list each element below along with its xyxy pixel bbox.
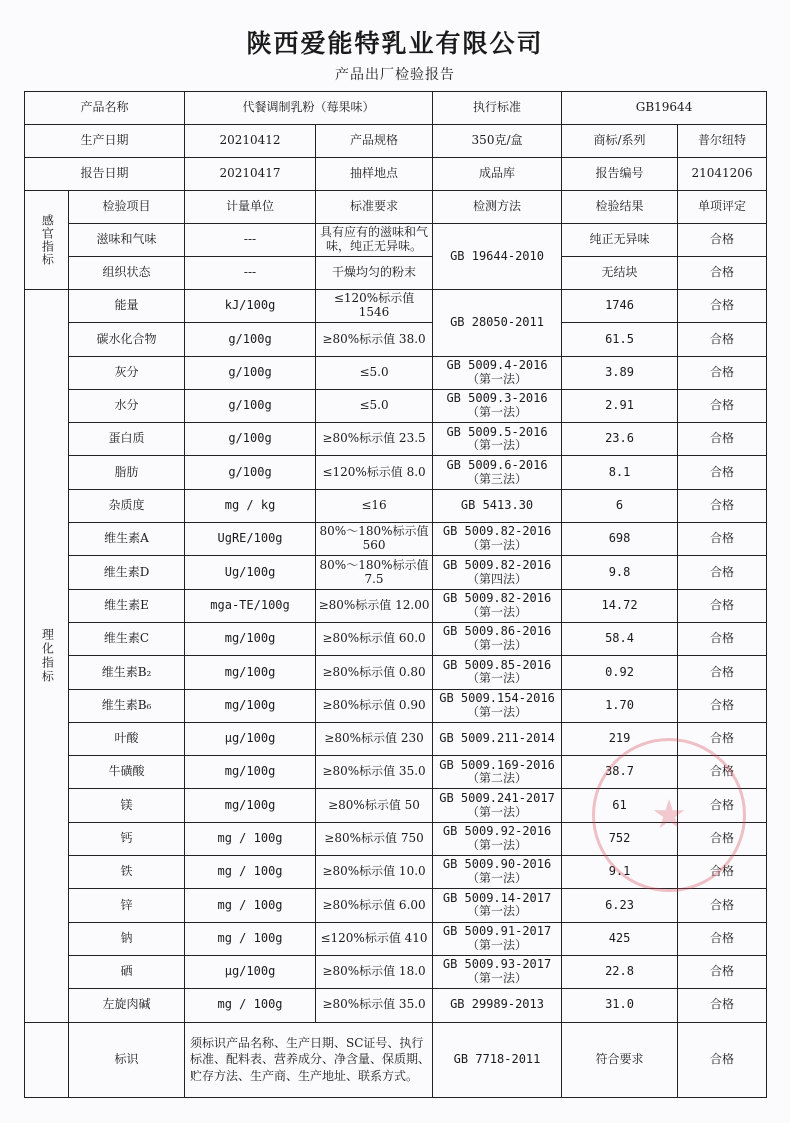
item-cell: 脂肪 [69,456,185,489]
labeling-item: 标识 [69,1022,185,1097]
item-cell: 维生素B₆ [69,689,185,722]
unit-cell: mg / 100g [185,989,316,1022]
item-cell: 叶酸 [69,722,185,755]
method-cell: GB 5009.14-2017 （第一法） [433,889,562,922]
item-cell: 能量 [69,290,185,323]
sampling-label: 抽样地点 [316,158,433,191]
item-cell: 钙 [69,822,185,855]
method-cell: GB 5009.241-2017 （第一法） [433,789,562,822]
method-cell: GB 5009.91-2017 （第一法） [433,922,562,955]
item-cell: 镁 [69,789,185,822]
result-cell: 425 [562,922,678,955]
spec-value: 350克/盒 [433,125,562,158]
requirement-cell: ≤120%标示值 8.0 [316,456,433,489]
info-row-product [25,92,767,125]
verdict-cell: 合格 [678,356,767,389]
report-date-label: 报告日期 [25,158,185,191]
unit-cell: mg/100g [185,622,316,655]
verdict-cell: 合格 [678,889,767,922]
brand-label: 商标/系列 [562,125,678,158]
unit-cell: g/100g [185,423,316,456]
verdict-cell: 合格 [678,955,767,988]
result-cell: 1.70 [562,689,678,722]
brand-value: 普尔纽特 [678,125,767,158]
standard-value: GB19644 [562,92,767,125]
verdict-cell: 合格 [678,722,767,755]
verdict-cell: 合格 [678,922,767,955]
table-row [25,789,767,822]
col-method-header: 检测方法 [433,191,562,224]
verdict-cell: 合格 [678,389,767,422]
inspection-report-table [24,91,767,1098]
table-row [25,756,767,789]
sampling-value: 成品库 [433,158,562,191]
requirement-cell: ≥80%标示值 12.00 [316,589,433,622]
requirement-cell: ≥80%标示值 60.0 [316,622,433,655]
method-cell: GB 5009.4-2016 （第一法） [433,356,562,389]
item-cell: 左旋肉碱 [69,989,185,1022]
table-row [25,822,767,855]
table-row [25,689,767,722]
item-cell: 牛磺酸 [69,756,185,789]
unit-cell: --- [185,257,316,290]
report-date-value: 20210417 [185,158,316,191]
verdict-cell: 合格 [678,456,767,489]
method-cell: GB 5009.154-2016 （第一法） [433,689,562,722]
verdict-cell: 合格 [678,523,767,556]
production-date-label: 生产日期 [25,125,185,158]
result-cell: 23.6 [562,423,678,456]
labeling-verdict: 合格 [678,1022,767,1097]
verdict-cell: 合格 [678,423,767,456]
result-cell: 14.72 [562,589,678,622]
unit-cell: mga-TE/100g [185,589,316,622]
unit-cell: g/100g [185,456,316,489]
requirement-cell: ≥80%标示值 38.0 [316,323,433,356]
unit-cell: mg / kg [185,489,316,522]
column-header-row [25,191,767,224]
labeling-method: GB 7718-2011 [433,1022,562,1097]
product-name-label: 产品名称 [25,92,185,125]
item-cell: 杂质度 [69,489,185,522]
table-row [25,656,767,689]
requirement-cell: ≤5.0 [316,356,433,389]
report-no-label: 报告编号 [562,158,678,191]
requirement-cell: ≥80%标示值 35.0 [316,989,433,1022]
result-cell: 752 [562,822,678,855]
method-cell: GB 28050-2011 [433,290,562,357]
item-cell: 钠 [69,922,185,955]
col-unit-header: 计量单位 [185,191,316,224]
requirement-cell: ≥80%标示值 0.80 [316,656,433,689]
method-cell: GB 5009.3-2016 （第一法） [433,389,562,422]
method-cell: GB 5009.211-2014 [433,722,562,755]
item-cell: 维生素D [69,556,185,589]
unit-cell: g/100g [185,323,316,356]
result-cell: 8.1 [562,456,678,489]
item-cell: 硒 [69,955,185,988]
table-row [25,622,767,655]
report-title: 产品出厂检验报告 [335,67,455,83]
table-row [25,989,767,1022]
table-row [25,456,767,489]
table-row [25,589,767,622]
production-date-value: 20210412 [185,125,316,158]
unit-cell: g/100g [185,356,316,389]
unit-cell: mg / 100g [185,922,316,955]
col-verdict-header: 单项评定 [678,191,767,224]
result-cell: 22.8 [562,955,678,988]
result-cell: 9.8 [562,556,678,589]
table-row [25,889,767,922]
verdict-cell: 合格 [678,989,767,1022]
unit-cell: mg / 100g [185,822,316,855]
result-cell: 0.92 [562,656,678,689]
table-row [25,257,767,290]
method-cell: GB 5009.5-2016 （第一法） [433,423,562,456]
method-cell: GB 5009.92-2016 （第一法） [433,822,562,855]
table-row [25,423,767,456]
unit-cell: mg/100g [185,656,316,689]
result-cell: 6.23 [562,889,678,922]
requirement-cell: ≤16 [316,489,433,522]
verdict-cell: 合格 [678,489,767,522]
company-name: 陕西爱能特乳业有限公司 [246,29,544,58]
verdict-cell: 合格 [678,589,767,622]
requirement-cell: ≥80%标示值 18.0 [316,955,433,988]
labeling-requirement: 须标识产品名称、生产日期、SC证号、执行标准、配料表、营养成分、净含量、保质期、贮存方法、生产商、生产地址、联系方式。 [185,1022,433,1097]
unit-cell: Ug/100g [185,556,316,589]
method-cell: GB 19644-2010 [433,224,562,290]
result-cell: 61 [562,789,678,822]
table-row [25,489,767,522]
verdict-cell: 合格 [678,290,767,323]
result-cell: 38.7 [562,756,678,789]
table-row [25,922,767,955]
labeling-row [25,1022,767,1097]
requirement-cell: 具有应有的滋味和气味，纯正无异味。 [316,224,433,257]
result-cell: 9.1 [562,856,678,889]
unit-cell: mg / 100g [185,856,316,889]
col-requirement-header: 标准要求 [316,191,433,224]
verdict-cell: 合格 [678,323,767,356]
unit-cell: mg/100g [185,689,316,722]
item-cell: 灰分 [69,356,185,389]
result-cell: 3.89 [562,356,678,389]
product-name-value: 代餐调制乳粉（莓果味） [185,92,433,125]
result-cell: 61.5 [562,323,678,356]
method-cell: GB 5009.86-2016 （第一法） [433,622,562,655]
table-row [25,389,767,422]
item-cell: 水分 [69,389,185,422]
verdict-cell: 合格 [678,257,767,290]
result-cell: 1746 [562,290,678,323]
sensory-category: 感官指标 [25,191,69,290]
requirement-cell: ≥80%标示值 35.0 [316,756,433,789]
labeling-category-cell [25,1022,69,1097]
requirement-cell: ≥80%标示值 750 [316,822,433,855]
method-cell: GB 5413.30 [433,489,562,522]
item-cell: 组织状态 [69,257,185,290]
table-row [25,323,767,356]
verdict-cell: 合格 [678,689,767,722]
result-cell: 219 [562,722,678,755]
table-row [25,955,767,988]
item-cell: 锌 [69,889,185,922]
unit-cell: g/100g [185,389,316,422]
seal-star-icon: ★ [651,792,687,838]
col-item-header: 检验项目 [69,191,185,224]
method-cell: GB 5009.169-2016 （第二法） [433,756,562,789]
requirement-cell: ≤5.0 [316,389,433,422]
result-cell: 无结块 [562,257,678,290]
item-cell: 维生素B₂ [69,656,185,689]
verdict-cell: 合格 [678,856,767,889]
requirement-cell: ≥80%标示值 0.90 [316,689,433,722]
unit-cell: mg/100g [185,756,316,789]
verdict-cell: 合格 [678,622,767,655]
physchem-category: 理化指标 [25,290,69,1023]
info-row-report [25,158,767,191]
table-row [25,290,767,323]
result-cell: 698 [562,523,678,556]
item-cell: 铁 [69,856,185,889]
method-cell: GB 5009.85-2016 （第一法） [433,656,562,689]
result-cell: 6 [562,489,678,522]
col-result-header: 检验结果 [562,191,678,224]
table-row [25,722,767,755]
table-row [25,856,767,889]
requirement-cell: ≤120%标示值 410 [316,922,433,955]
result-cell: 58.4 [562,622,678,655]
verdict-cell: 合格 [678,756,767,789]
verdict-cell: 合格 [678,789,767,822]
result-cell: 纯正无异味 [562,224,678,257]
item-cell: 碳水化合物 [69,323,185,356]
verdict-cell: 合格 [678,822,767,855]
unit-cell: μg/100g [185,722,316,755]
method-cell: GB 5009.82-2016 （第一法） [433,523,562,556]
verdict-cell: 合格 [678,656,767,689]
unit-cell: mg / 100g [185,889,316,922]
table-row [25,523,767,556]
method-cell: GB 5009.93-2017 （第一法） [433,955,562,988]
report-no-value: 21041206 [678,158,767,191]
method-cell: GB 5009.6-2016 （第三法） [433,456,562,489]
info-row-production [25,125,767,158]
table-row [25,356,767,389]
requirement-cell: ≥80%标示值 6.00 [316,889,433,922]
method-cell: GB 5009.82-2016 （第一法） [433,589,562,622]
verdict-cell: 合格 [678,224,767,257]
unit-cell: UgRE/100g [185,523,316,556]
result-cell: 31.0 [562,989,678,1022]
requirement-cell: ≥80%标示值 23.5 [316,423,433,456]
requirement-cell: ≥80%标示值 230 [316,722,433,755]
item-cell: 维生素E [69,589,185,622]
item-cell: 维生素A [69,523,185,556]
table-row [25,556,767,589]
unit-cell: μg/100g [185,955,316,988]
result-cell: 2.91 [562,389,678,422]
requirement-cell: 80%～180%标示值 560 [316,523,433,556]
unit-cell: --- [185,224,316,257]
requirement-cell: 80%～180%标示值 7.5 [316,556,433,589]
requirement-cell: ≤120%标示值 1546 [316,290,433,323]
unit-cell: kJ/100g [185,290,316,323]
labeling-result: 符合要求 [562,1022,678,1097]
requirement-cell: 干燥均匀的粉末 [316,257,433,290]
requirement-cell: ≥80%标示值 50 [316,789,433,822]
method-cell: GB 5009.90-2016 （第一法） [433,856,562,889]
item-cell: 蛋白质 [69,423,185,456]
method-cell: GB 5009.82-2016 （第四法） [433,556,562,589]
spec-label: 产品规格 [316,125,433,158]
item-cell: 滋味和气味 [69,224,185,257]
requirement-cell: ≥80%标示值 10.0 [316,856,433,889]
table-row [25,224,767,257]
item-cell: 维生素C [69,622,185,655]
verdict-cell: 合格 [678,556,767,589]
standard-label: 执行标准 [433,92,562,125]
method-cell: GB 29989-2013 [433,989,562,1022]
unit-cell: mg/100g [185,789,316,822]
